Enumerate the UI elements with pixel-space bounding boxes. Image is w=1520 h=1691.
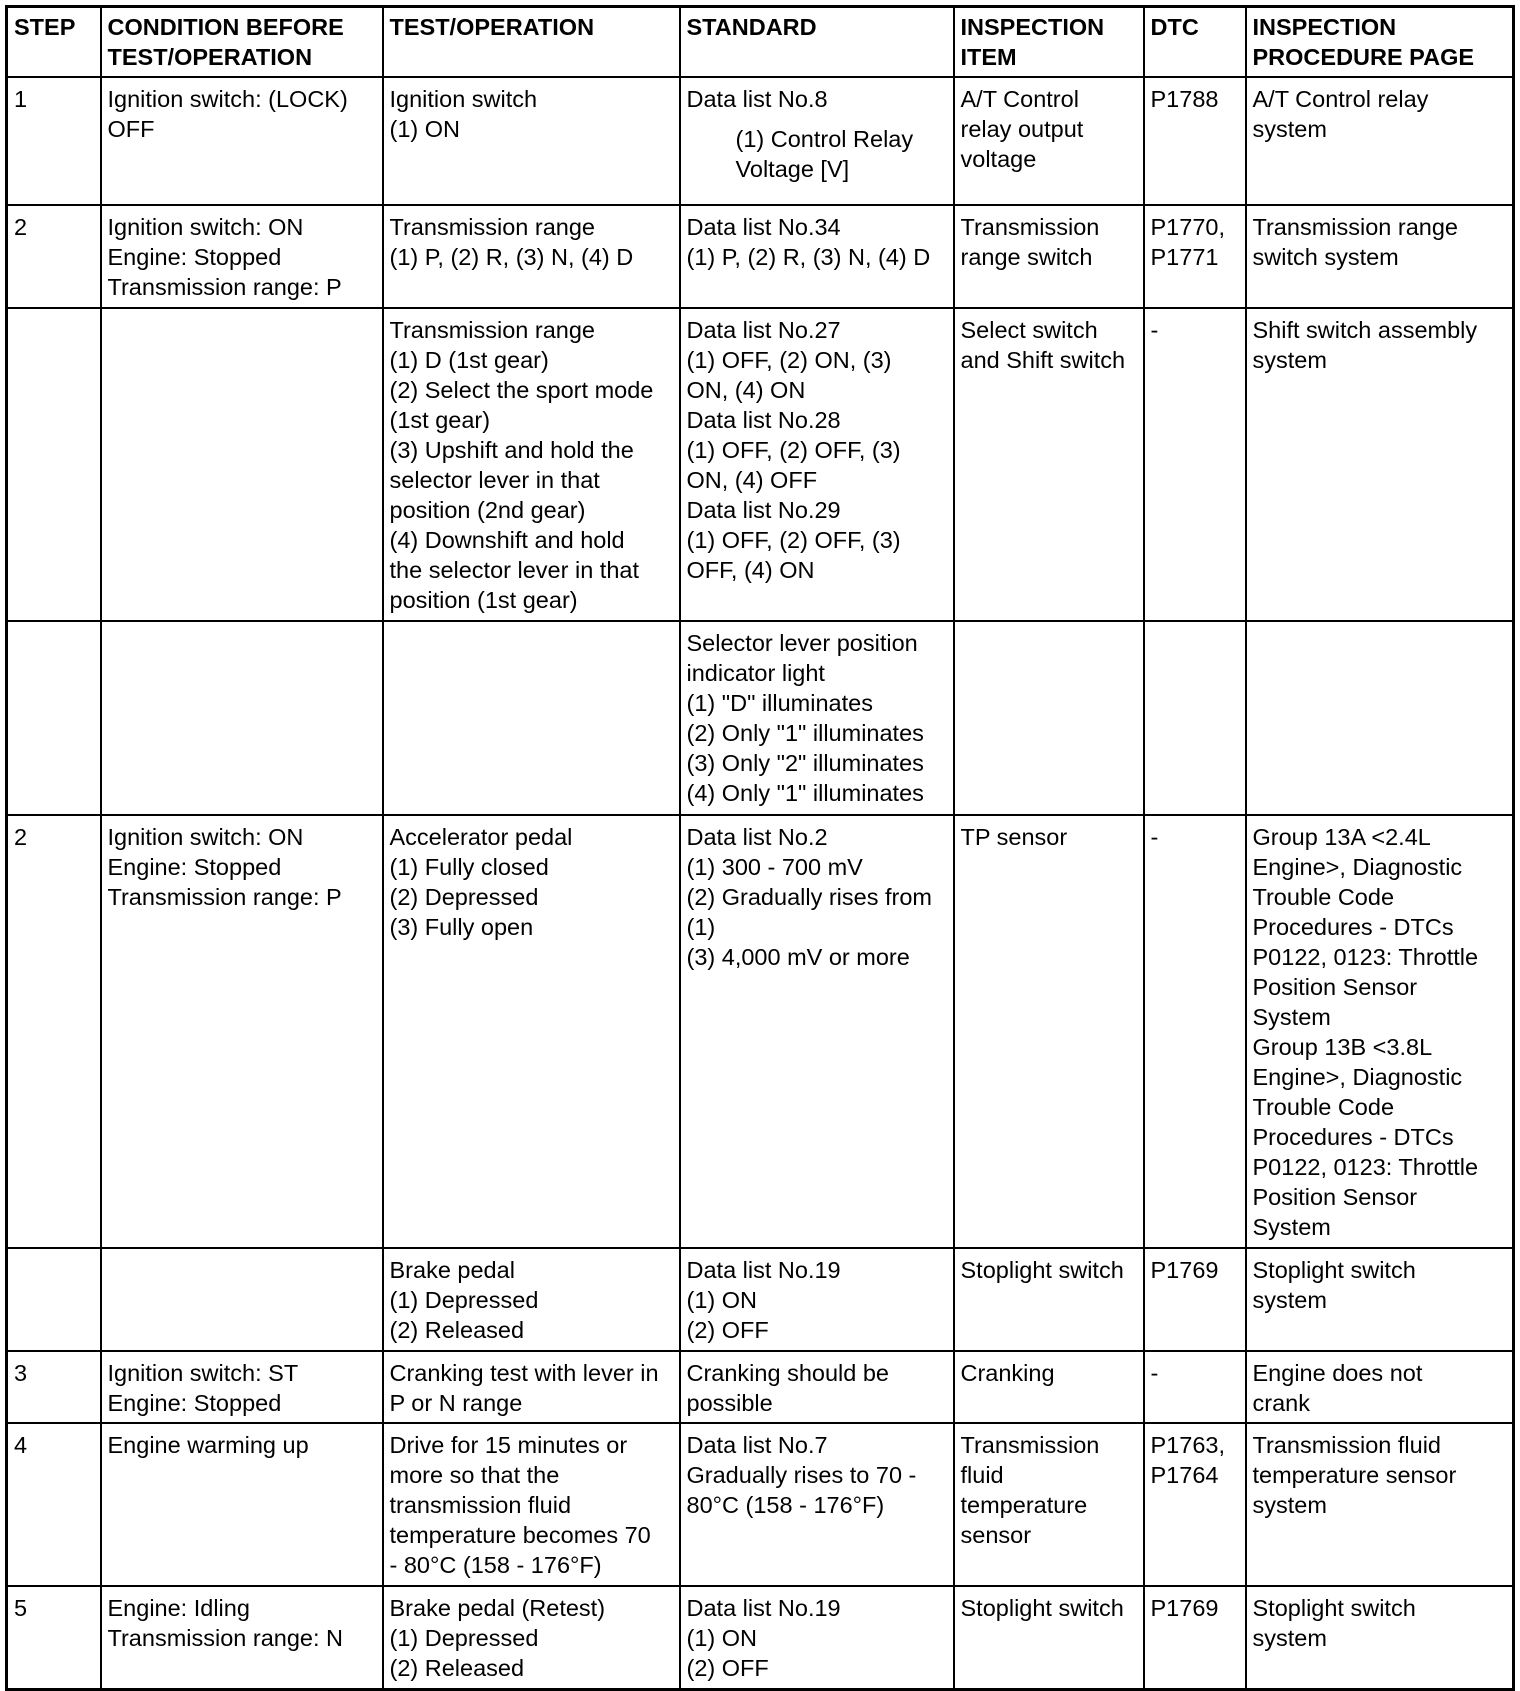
cell-test: Transmission range (1) P, (2) R, (3) N, (4) D [383, 205, 680, 308]
cell-item: TP sensor [954, 815, 1144, 1248]
cell-condition: Ignition switch: ON Engine: Stopped Transmission range: P [101, 815, 383, 1248]
header-page: INSPECTION PROCEDURE PAGE [1246, 7, 1514, 78]
cell-test: Brake pedal (Retest) (1) Depressed (2) Released [383, 1586, 680, 1689]
cell-condition: Engine: Idling Transmission range: N [101, 1586, 383, 1689]
header-step: STEP [7, 7, 101, 78]
cell-test [383, 621, 680, 815]
cell-standard: Data list No.19 (1) ON (2) OFF [680, 1586, 954, 1689]
cell-test: Transmission range (1) D (1st gear) (2) Select the sport mode (1st gear) (3) Upshift and hold the selector lever in that position (2nd gear) (4) Downshift and hold the selector lever in that position (1st gear) [383, 308, 680, 621]
cell-condition: Ignition switch: (LOCK) OFF [101, 77, 383, 205]
cell-test: Brake pedal (1) Depressed (2) Released [383, 1248, 680, 1351]
inspection-table [5, 5, 1515, 1691]
cell-condition [101, 1248, 383, 1351]
cell-dtc: P1770, P1771 [1144, 205, 1246, 308]
cell-page: A/T Control relay system [1246, 77, 1514, 205]
cell-condition [101, 621, 383, 815]
cell-step: 5 [7, 1586, 101, 1689]
cell-dtc: - [1144, 815, 1246, 1248]
cell-page: Stoplight switch system [1246, 1586, 1514, 1689]
table-row [7, 1351, 1514, 1423]
cell-dtc: - [1144, 1351, 1246, 1423]
cell-standard: Data list No.34 (1) P, (2) R, (3) N, (4) D [680, 205, 954, 308]
cell-condition: Engine warming up [101, 1423, 383, 1586]
cell-step: 1 [7, 77, 101, 205]
cell-page [1246, 621, 1514, 815]
cell-page: Group 13A <2.4L Engine>, Diagnostic Trouble Code Procedures - DTCs P0122, 0123: Throttle Position Sensor System Group 13B <3.8L Engine>, Diagnostic Trouble Code Procedures - DTCs P0122, 0123: Throttle Position Sensor System [1246, 815, 1514, 1248]
table-row [7, 308, 1514, 621]
cell-page: Shift switch assembly system [1246, 308, 1514, 621]
table-row [7, 1423, 1514, 1586]
cell-condition: Ignition switch: ST Engine: Stopped [101, 1351, 383, 1423]
cell-test: Ignition switch (1) ON [383, 77, 680, 205]
standard-detail: (1) Control Relay Voltage [V] [735, 126, 914, 182]
table-row [7, 77, 1514, 205]
cell-condition: Ignition switch: ON Engine: Stopped Transmission range: P [101, 205, 383, 308]
header-standard: STANDARD [680, 7, 954, 78]
cell-test: Drive for 15 minutes or more so that the transmission fluid temperature becomes 70 - 80°C (158 - 176°F) [383, 1423, 680, 1586]
cell-standard: Selector lever position indicator light (1) "D" illuminates (2) Only "1" illuminates (3) Only "2" illuminates (4) Only "1" illuminates [680, 621, 954, 815]
table-row [7, 621, 1514, 815]
header-test: TEST/OPERATION [383, 7, 680, 78]
cell-page: Stoplight switch system [1246, 1248, 1514, 1351]
cell-page: Transmission fluid temperature sensor system [1246, 1423, 1514, 1586]
cell-standard: Cranking should be possible [680, 1351, 954, 1423]
cell-step [7, 621, 101, 815]
table-row [7, 815, 1514, 1248]
cell-item: Transmission range switch [954, 205, 1144, 308]
cell-page: Engine does not crank [1246, 1351, 1514, 1423]
cell-page: Transmission range switch system [1246, 205, 1514, 308]
header-row [7, 7, 1514, 78]
cell-step: 2 [7, 815, 101, 1248]
header-condition: CONDITION BEFORE TEST/OPERATION [101, 7, 383, 78]
cell-item: Stoplight switch [954, 1586, 1144, 1689]
standard-title: Data list No.8 [686, 86, 828, 112]
cell-step: 3 [7, 1351, 101, 1423]
cell-dtc: P1788 [1144, 77, 1246, 205]
cell-step: 4 [7, 1423, 101, 1586]
table-row [7, 1586, 1514, 1689]
table-row [7, 205, 1514, 308]
cell-step [7, 308, 101, 621]
cell-dtc: P1769 [1144, 1248, 1246, 1351]
cell-dtc: P1769 [1144, 1586, 1246, 1689]
cell-test: Accelerator pedal (1) Fully closed (2) Depressed (3) Fully open [383, 815, 680, 1248]
cell-standard: Data list No.27 (1) OFF, (2) ON, (3) ON, (4) ON Data list No.28 (1) OFF, (2) OFF, (3) ON, (4) OFF Data list No.29 (1) OFF, (2) OFF, (3) OFF, (4) ON [680, 308, 954, 621]
cell-standard [680, 77, 954, 205]
cell-step: 2 [7, 205, 101, 308]
cell-test: Cranking test with lever in P or N range [383, 1351, 680, 1423]
cell-condition [101, 308, 383, 621]
cell-standard: Data list No.7 Gradually rises to 70 - 80°C (158 - 176°F) [680, 1423, 954, 1586]
cell-item: A/T Control relay output voltage [954, 77, 1144, 205]
cell-dtc: - [1144, 308, 1246, 621]
cell-standard: Data list No.2 (1) 300 - 700 mV (2) Gradually rises from (1) (3) 4,000 mV or more [680, 815, 954, 1248]
table-row [7, 1248, 1514, 1351]
cell-item: Select switch and Shift switch [954, 308, 1144, 621]
cell-step [7, 1248, 101, 1351]
cell-standard: Data list No.19 (1) ON (2) OFF [680, 1248, 954, 1351]
cell-dtc: P1763, P1764 [1144, 1423, 1246, 1586]
header-dtc: DTC [1144, 7, 1246, 78]
cell-item: Cranking [954, 1351, 1144, 1423]
cell-item [954, 621, 1144, 815]
cell-item: Stoplight switch [954, 1248, 1144, 1351]
cell-item: Transmission fluid temperature sensor [954, 1423, 1144, 1586]
cell-dtc [1144, 621, 1246, 815]
header-item: INSPECTION ITEM [954, 7, 1144, 78]
